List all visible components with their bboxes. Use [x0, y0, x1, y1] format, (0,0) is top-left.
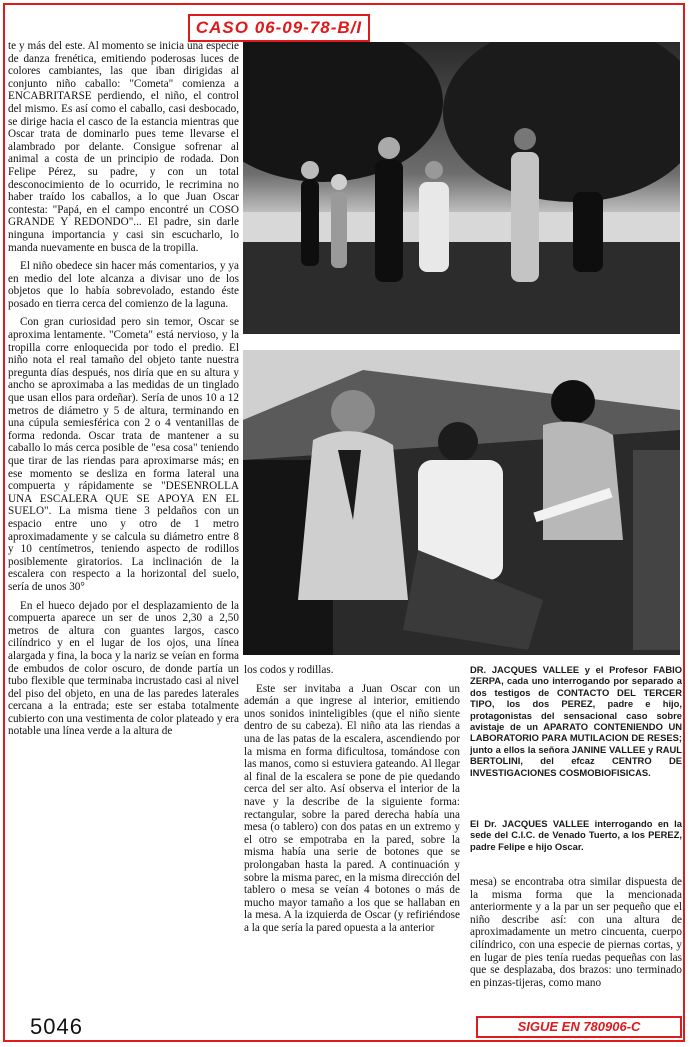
- paragraph: Este ser invitaba a Juan Oscar con un ademán a que ingrese al interior, emitiendo unos sonidos ininteligibles (que el niño siente dentro de su cabeza). El niño ata las riendas a una de las patas de la escalera, ascendiendo por la misma en forma dificultosa, tomándose con las manos, como si estuviera gateando. Al llegar al final de la escalera se pone de pie quedando cerca del ser alto. Así observa el interior de la nave y la describe de la siguiente forma: rectangular, sobre la pared derecha había una mesa (o tablero) con dos patas en un extremo y el otro se empotraba en la pared, sobre la misma había una serie de botones que se prolongaban hasta la pared. A continuación y sobre la misma parec, en la misma dirección del tablero o mesa se veían 4 botones o más de mucho mayor tamaño a los que se hallaban en la mesa. A la izquierda de Oscar (y refiriéndose a la que sería la pared opuesta a la anterior: [244, 682, 460, 934]
- article-column-3: [470, 876, 682, 1014]
- article-column-1: [8, 40, 239, 1015]
- paragraph: mesa) se encontraba otra similar dispuesta de la misma forma que la mencionada anteriormente y a la par un ser pequeño que el niño describe así: con una altura de aproximadamente un metro cincuenta, cuerpo cilíndrico, con una especie de piernas cortas, y en lugar de pies tenía ruedas pequeñas con las que se desplazaba, dos brazos: uno terminado en pinzas-tijeras, como mano: [470, 876, 682, 989]
- photo-interview-image: [243, 350, 680, 655]
- continues-stamp: SIGUE EN 780906-C: [476, 1016, 682, 1038]
- photo-interview: [243, 350, 680, 655]
- photo-field-image: [243, 42, 680, 334]
- paragraph: El niño obedece sin hacer más comentarios, y ya en medio del lote alcanza a divisar uno de los objetos que lo había sobrevolado, estando éste posado en tierra cerca del comienzo de la laguna.: [8, 260, 239, 310]
- case-stamp: CASO 06-09-78-B/I: [188, 14, 370, 42]
- photo-field-witnesses: [243, 42, 680, 334]
- paragraph: los codos y rodillas.: [244, 664, 334, 676]
- paragraph: En el hueco dejado por el desplazamiento de la compuerta aparece un ser de unos 2,30 a 2,50 metros de altura con guantes largos, casco cilíndrico y en el lugar de los ojos, una línea alargada y fina, la boca y la nariz se veían en forma de embudos de color oscuro, de donde partía un tubo flexible que terminaba incrustado casi al nivel del piso del objeto, en una de las paredes laterales cercana a la entrada; este ser estaba totalmente cubierto con una vestimenta de color plateado y era notable una línea verde a la altura de: [8, 599, 239, 738]
- paragraph: te y más del este. Al momento se inicia una especie de danza frenética, emitiendo poderosas luces de colores cambiantes, las que iban dirigidas al conjunto niño caballo: "Cometa" comienza a ENCABRITARSE perdiendo, el niño, el control del mismo. Es así como el caballo, casi desbocado, se dirige hacia el casco de la estancia mientras que Oscar trata de dominarlo pues teme llevarse el alambrado por delante. Consigue sofrenar al animal a costa de un principio de rodada. Don Felipe Pérez, su padre, y con un total desconocimiento de lo ocurrido, le recrimina no haber traído los caballos, a lo que Juan Oscar contesta: "Papá, en el campo encontré un COSO GRANDE Y REDONDO"... El padre, sin darle ninguna importancia y casi sin escucharlo, lo manda nuevamente en busca de la tropilla.: [8, 40, 239, 254]
- article-column-2: [244, 664, 460, 1014]
- paragraph: Con gran curiosidad pero sin temor, Oscar se aproxima lentamente. "Cometa" está nervioso, y la tropilla corre enloquecida por todo el predio. El niño nota el real tamaño del objeto tante nuestra pregunta días después, nos diría que en su altura y ancho se aproximaba a las medidas de un tinglado que usan ellos para ordeñar). Sería de unos 10 a 12 metros de diámetro y 5 de altura, terminando en una cúpula semiesférica con 2 o 4 ventanillas de forma redonda. Oscar trata de mantener a su caballo lo más cerca posible de "esa cosa" teniendo que tirar de las riendas para aproximarse más; en ese momento se desliza en forma lateral una compuerta y rápidamente se "DESENROLLA UNA ESCALERA QUE SE APOYA EN EL SUELO". La misma tiene 3 peldaños con un espacio entre uno y otro de 1 metro aproximadamente y se calcula su diámetro entre 8 y 10 centímetros, teniendo aspecto de rodillos posiblemente giratorios. La inclinación de la escalera con respecto a la horizontal del suelo, sería de unos 30°: [8, 316, 239, 593]
- handwritten-page-number: 5046: [30, 1014, 83, 1039]
- photo-caption-2: El Dr. JACQUES VALLEE interrogando en la sede del C.I.C. de Venado Tuerto, a los PEREZ, padre Felipe e hijo Oscar.: [470, 818, 682, 852]
- photo-caption-1: DR. JACQUES VALLEE y el Profesor FABIO ZERPA, cada uno interrogando por separado a dos testigos de CONTACTO DEL TERCER TIPO, los dos PEREZ, padre e hijo, protagonistas del sensacional caso sobre avistaje de un APARATO CONTENIENDO UN LABORATORIO PARA MUTILACION DE RESES; junto a ellos la señora JANINE VALLEE y RAUL BERTOLINI, del efcaz CENTRO DE INVESTIGACIONES COSMOBIOFISICAS.: [470, 664, 682, 778]
